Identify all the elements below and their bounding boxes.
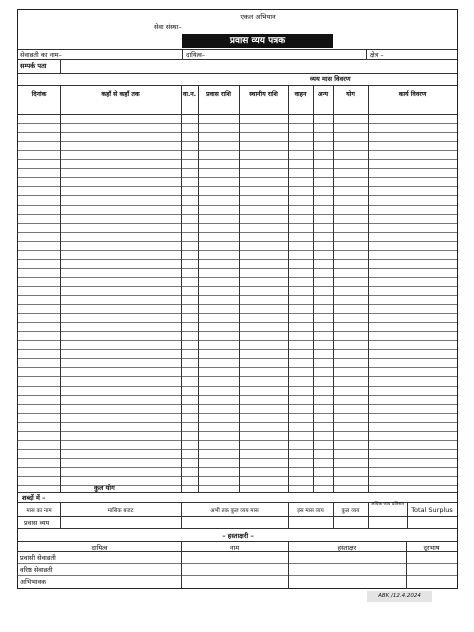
table-row-line (18, 250, 457, 251)
table-row-line (18, 322, 457, 323)
table-row-line (18, 431, 457, 432)
table-row-line (18, 241, 457, 242)
table-column-line (60, 85, 61, 492)
sig-row-senior-volunteer: वरिष्ठ सेवाव्रती (20, 566, 53, 574)
table-row-line (18, 168, 457, 169)
table-row-line (18, 223, 457, 224)
sum-total-surplus: Total Surplus (411, 506, 453, 514)
table-row-line (18, 422, 457, 423)
organization-label: सेवा संस्था– (154, 23, 182, 31)
table-column-line (333, 85, 334, 492)
table-row-line (18, 358, 457, 359)
form-code: ABK /12.4.2024 (367, 591, 432, 602)
col-from-to: कहाँ से कहाँ तक (101, 91, 140, 98)
col-travel-amount: प्रवास राशि (206, 91, 231, 98)
table-column-line (239, 85, 240, 492)
table-row-line (18, 467, 457, 468)
table-row-line (18, 376, 457, 377)
table-column-line (288, 85, 289, 492)
col-date: दिनांक (31, 91, 47, 98)
table-row-line (18, 268, 457, 269)
summary-column-line (333, 502, 334, 528)
table-header-divider (18, 114, 457, 115)
in-words-label: शब्दों में – (22, 494, 46, 502)
table-row-line (18, 186, 457, 187)
summary-column-line (181, 502, 182, 528)
sum-total-till-now: अभी तक कुल व्यय मास (210, 508, 259, 514)
table-row-line (18, 259, 457, 260)
table-row-line (18, 232, 457, 233)
sum-total-expense: कुल व्यय (341, 508, 360, 514)
sum-month-name: मास का नाम (26, 508, 52, 514)
sig-col-signature: हस्ताक्षर (337, 544, 357, 552)
summary-column-line (407, 502, 408, 528)
sum-monthly-budget: मासिक बजट (107, 508, 134, 514)
sig-row-guardian: अभिभावक (20, 578, 47, 586)
table-row-line (18, 277, 457, 278)
col-work-detail: कार्य विवरण (398, 91, 427, 98)
table-row-line (18, 404, 457, 405)
expense-detail-label: व्यय मास विवरण (310, 75, 351, 83)
table-row-line (18, 331, 457, 332)
signature-column-line (288, 541, 289, 589)
col-other: अन्य (317, 91, 329, 98)
table-column-line (368, 85, 369, 492)
sum-this-month: इस मास व्यय (297, 508, 324, 514)
signature-column-line (181, 541, 182, 589)
region-field[interactable]: क्षेत्र – (370, 51, 384, 59)
table-row-line (18, 177, 457, 178)
table-row-line (18, 386, 457, 387)
table-column-line (198, 85, 199, 492)
table-row-line (18, 150, 457, 151)
table-row-line (18, 313, 457, 314)
responsibility-field[interactable]: दायित्व– (186, 51, 206, 59)
sig-col-name: नाम (229, 544, 240, 552)
summary-column-line (60, 502, 61, 528)
table-row-line (18, 205, 457, 206)
table-row-line (18, 476, 457, 477)
table-row-line (18, 214, 457, 215)
sig-row-traveling-volunteer: प्रवासी सेवाव्रती (20, 554, 56, 562)
sum-row-travel-expense: प्रवास व्यय (24, 519, 50, 527)
table-row-line (18, 449, 457, 450)
table-column-line (181, 85, 182, 492)
summary-column-line (368, 502, 369, 528)
table-row-line (18, 413, 457, 414)
table-row-line (18, 141, 457, 142)
signature-column-line (406, 541, 407, 589)
volunteer-name-field[interactable]: सेवाव्रती का नाम– (20, 51, 62, 59)
table-column-line (313, 85, 314, 492)
table-row-line (18, 349, 457, 350)
page-title: प्रवास व्यय पत्रक (182, 34, 333, 48)
table-row-line (18, 340, 457, 341)
col-local-amount: स्थानीय राशि (249, 91, 278, 98)
table-row-line (18, 304, 457, 305)
table-row-line (18, 286, 457, 287)
table-row-line (18, 159, 457, 160)
sum-excess-percent: अधिक व्यय प्रतिशत (370, 502, 405, 507)
table-row-line (18, 367, 457, 368)
table-row-line (18, 395, 457, 396)
sig-col-responsibility: दायित्व (91, 544, 108, 552)
col-vehicle: वाहन (294, 91, 307, 98)
signatories-title: – हस्ताक्षरी – (222, 532, 254, 540)
table-row-line (18, 295, 457, 296)
contact-address-field[interactable]: सम्पर्क पता (20, 62, 47, 70)
campaign-name: एकल अभियान (240, 13, 276, 21)
table-row-line (18, 440, 457, 441)
table-row-line (18, 123, 457, 124)
sig-col-phone: दूरभाष (423, 544, 440, 552)
form-sheet (17, 9, 458, 589)
table-row-line (18, 458, 457, 459)
table-row-line (18, 195, 457, 196)
summary-column-line (288, 502, 289, 528)
grand-total-label: कुल योग (94, 484, 115, 492)
table-bottom-line (18, 492, 457, 493)
table-row-line (18, 485, 457, 486)
table-row-line (18, 132, 457, 133)
col-total: योग (346, 91, 355, 98)
col-vehicle-no: वा.न. (182, 91, 197, 98)
